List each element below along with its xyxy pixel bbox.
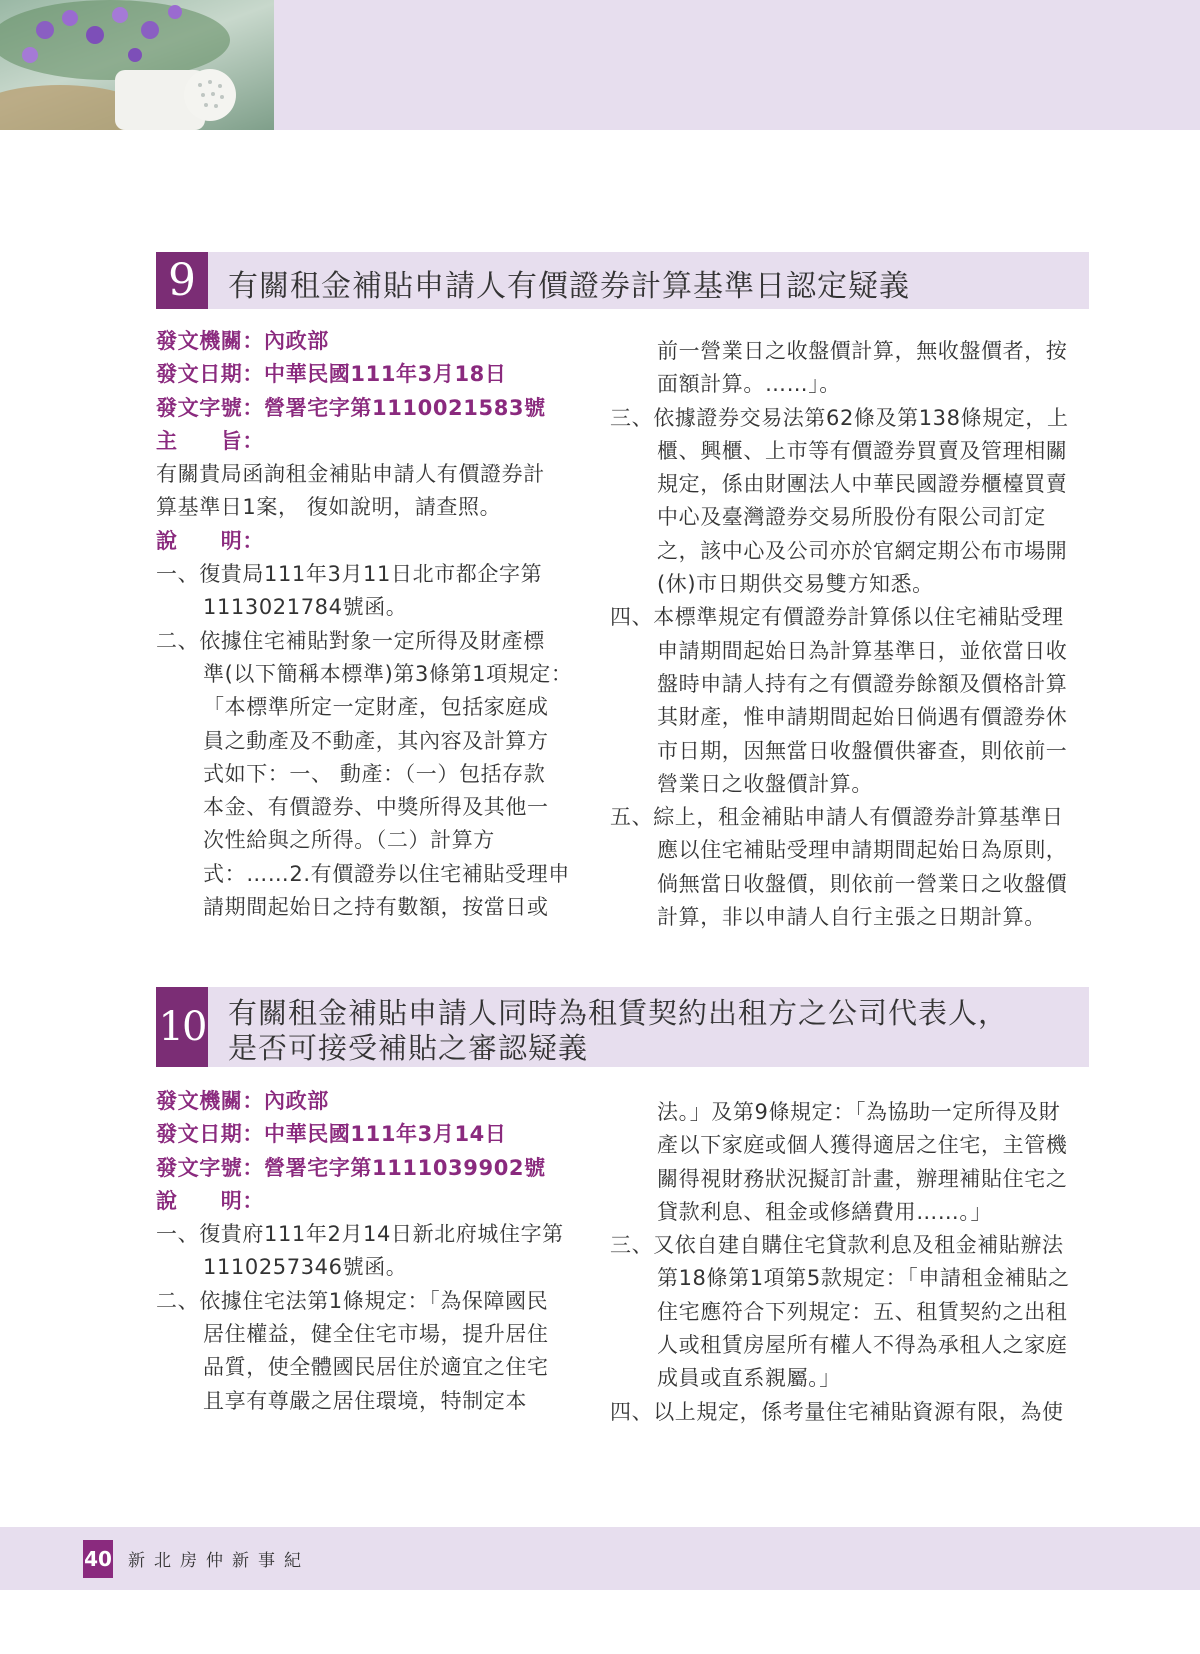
- text-line: 式：……2.有價證券以住宅補貼受理申: [203, 861, 570, 886]
- list-item-line: 四、以上規定，係考量住宅補貼資源有限，為使: [610, 1399, 1064, 1424]
- list-item-line: 四、本標準規定有價證券計算係以住宅補貼受理: [610, 605, 1064, 630]
- text-line: 1110257346號函。: [203, 1255, 408, 1280]
- text-line: 其財產，惟申請期間起始日倘遇有價證券休: [657, 705, 1068, 730]
- document-meta-line: 發文字號：營署宅字第1111039902號: [156, 1155, 546, 1180]
- text-line: 品質，使全體國民居住於適宜之住宅: [203, 1355, 549, 1380]
- text-line: 第18條第1項第5款規定：「申請租金補貼之: [657, 1266, 1070, 1291]
- document-meta-line: 說 明：: [156, 528, 264, 553]
- list-item-line: 三、又依自建自購住宅貸款利息及租金補貼辦法: [610, 1233, 1064, 1258]
- document-meta-line: 主 旨：: [156, 428, 264, 453]
- text-line: 規定，係由財團法人中華民國證券櫃檯買賣: [657, 472, 1068, 497]
- text-line: 1113021784號函。: [203, 595, 408, 620]
- text-line: 人或租賃房屋所有權人不得為承租人之家庭: [657, 1333, 1068, 1358]
- section-9-header: [156, 252, 1089, 309]
- text-line: 中心及臺灣證券交易所股份有限公司訂定: [657, 505, 1046, 530]
- text-line: 有關貴局函詢租金補貼申請人有價證券計: [156, 462, 545, 487]
- text-line: 面額計算。……」。: [657, 372, 841, 397]
- section-10-header: [156, 987, 1089, 1067]
- document-meta-line: 發文字號：營署宅字第1110021583號: [156, 395, 546, 420]
- page-number: 40: [83, 1540, 113, 1578]
- section-10-right-column: [610, 1096, 1095, 1429]
- text-line: 倘無當日收盤價，則依前一營業日之收盤價: [657, 871, 1068, 896]
- section-9-number: 9: [156, 252, 208, 309]
- list-item-line: 一、復貴局111年3月11日北市都企字第: [156, 562, 543, 587]
- text-line: 且享有尊嚴之居住環境，特制定本: [203, 1388, 527, 1413]
- section-10-left-column: [156, 1085, 576, 1418]
- text-line: 本金、有價證券、中獎所得及其他一: [203, 795, 549, 820]
- document-meta-line: 發文日期：中華民國111年3月14日: [156, 1122, 507, 1147]
- list-item-line: 二、依據住宅法第1條規定：「為保障國民: [156, 1288, 549, 1313]
- document-meta-line: 發文機關：內政部: [156, 329, 329, 353]
- text-line: 盤時申請人持有之有價證券餘額及價格計算: [657, 671, 1068, 696]
- document-meta-line: 說 明：: [156, 1188, 264, 1213]
- text-line: 居住權益，健全住宅市場，提升居住: [203, 1322, 549, 1347]
- document-meta-line: 發文日期：中華民國111年3月18日: [156, 362, 507, 387]
- text-line: 員之動產及不動產，其內容及計算方: [203, 728, 549, 753]
- text-line: 貸款利息、租金或修繕費用……。」: [657, 1199, 993, 1224]
- text-line: 產以下家庭或個人獲得適居之住宅，主管機: [657, 1133, 1068, 1158]
- section-10-title-line-1: 有關租金補貼申請人同時為租賃契約出租方之公司代表人，: [228, 996, 1009, 1030]
- text-line: (休)市日期供交易雙方知悉。: [657, 572, 934, 597]
- list-item-line: 五、綜上，租金補貼申請人有價證券計算基準日: [610, 805, 1064, 830]
- text-line: 申請期間起始日為計算基準日，並依當日收: [657, 638, 1068, 663]
- text-line: 法。」及第9條規定：「為協助一定所得及財: [657, 1100, 1061, 1124]
- text-line: 計算，非以申請人自行主張之日期計算。: [657, 905, 1046, 930]
- section-10-title-line-2: 是否可接受補貼之審認疑義: [228, 1031, 589, 1065]
- text-line: 住宅應符合下列規定：五、租賃契約之出租: [657, 1299, 1068, 1324]
- section-9-title: 有關租金補貼申請人有價證券計算基準日認定疑義: [228, 269, 910, 304]
- magazine-name: 新北房仲新事紀: [128, 1551, 310, 1571]
- section-9-left-column: [156, 325, 576, 924]
- list-item-line: 一、復貴府111年2月14日新北府城住字第: [156, 1222, 564, 1247]
- text-line: 請期間起始日之持有數額，按當日或: [203, 895, 549, 920]
- section-9-right-column: [610, 335, 1095, 934]
- section-10-number: 10: [156, 987, 208, 1067]
- text-line: 櫃、興櫃、上市等有價證券買賣及管理相關: [657, 438, 1068, 463]
- document-meta-line: 發文機關：內政部: [156, 1089, 329, 1113]
- text-line: 前一營業日之收盤價計算，無收盤價者，按: [657, 339, 1068, 363]
- list-item-line: 三、依據證券交易法第62條及第138條規定，上: [610, 405, 1069, 430]
- text-line: 準(以下簡稱本標準)第3條第1項規定：: [203, 661, 573, 686]
- text-line: 營業日之收盤價計算。: [657, 771, 873, 796]
- text-line: 「本標準所定一定財產，包括家庭成: [203, 695, 549, 720]
- text-line: 關得視財務狀況擬訂計畫，辦理補貼住宅之: [657, 1166, 1068, 1191]
- text-line: 市日期，因無當日收盤價供審查，則依前一: [657, 738, 1068, 763]
- list-item-line: 二、依據住宅補貼對象一定所得及財產標: [156, 628, 545, 653]
- text-line: 之，該中心及公司亦於官網定期公布市場開: [657, 538, 1068, 563]
- text-line: 應以住宅補貼受理申請期間起始日為原則，: [657, 838, 1068, 863]
- text-line: 次性給與之所得。（二）計算方: [203, 828, 495, 853]
- text-line: 式如下：一、 動產：（一）包括存款: [203, 761, 546, 786]
- flower-watering-can-photo: [0, 0, 274, 130]
- text-line: 成員或直系親屬。」: [657, 1366, 841, 1391]
- text-line: 算基準日1案， 復如說明，請查照。: [156, 495, 502, 520]
